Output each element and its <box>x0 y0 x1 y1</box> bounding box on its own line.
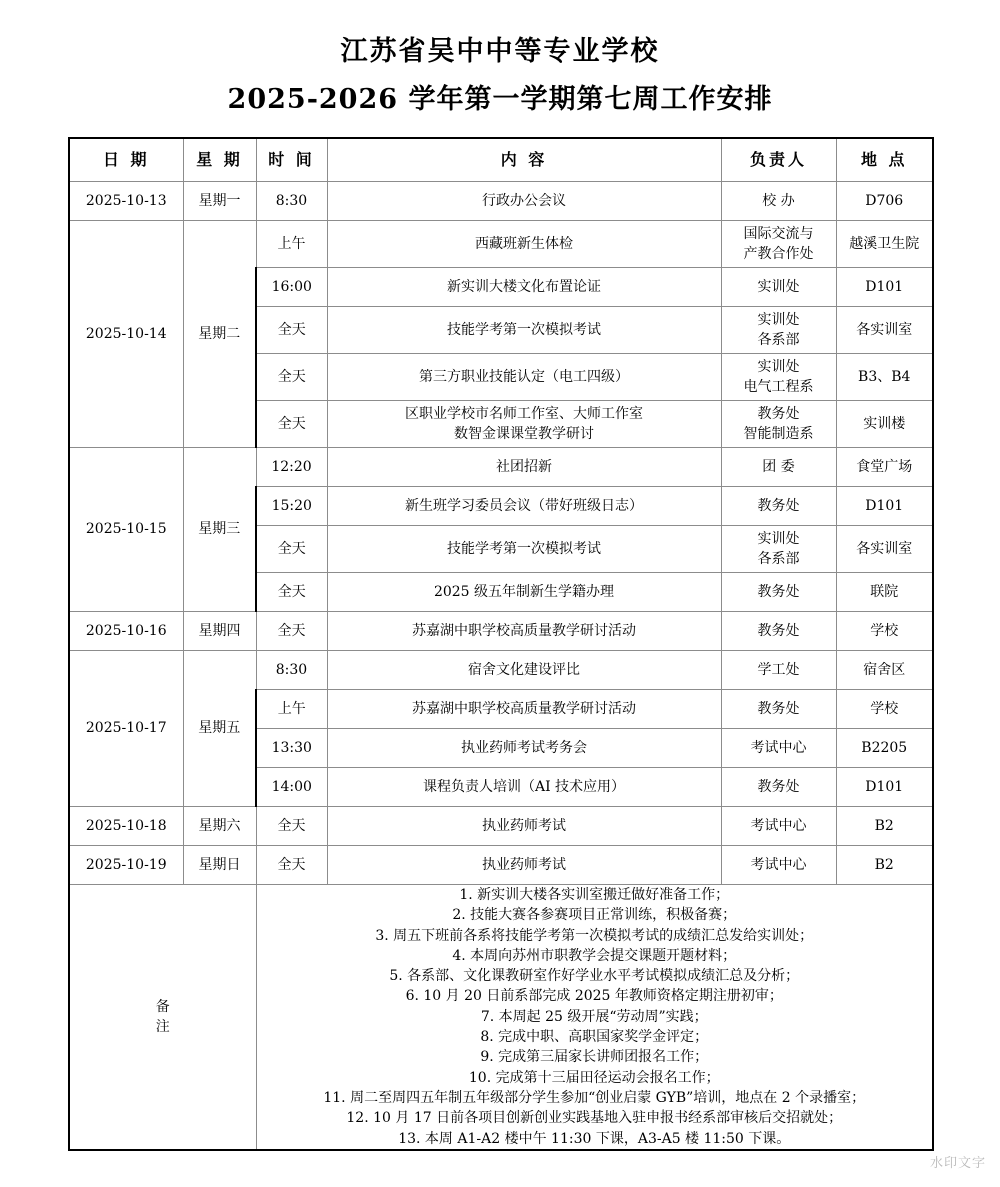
table-row <box>69 651 933 690</box>
cell-place: D101 <box>836 268 933 307</box>
cell-place: 实训楼 <box>836 401 933 448</box>
header-content: 内 容 <box>327 138 721 182</box>
cell-time: 全天 <box>256 573 327 612</box>
cell-place: D706 <box>836 182 933 221</box>
schedule-table-container <box>68 137 932 1151</box>
cell-place: D101 <box>836 487 933 526</box>
remark-item: 11. 周二至周四五年制五年级部分学生参加“创业启蒙 GYB”培训，地点在 2 个录播室； <box>323 1089 866 1106</box>
cell-time: 8:30 <box>256 651 327 690</box>
remark-item: 10. 完成第十三届田径运动会报名工作； <box>468 1069 720 1086</box>
cell-content: 社团招新 <box>327 448 721 487</box>
cell-place: B2205 <box>836 729 933 768</box>
cell-place: 越溪卫生院 <box>836 221 933 268</box>
cell-place: 学校 <box>836 690 933 729</box>
table-header <box>69 138 933 182</box>
cell-weekday: 星期三 <box>183 448 256 612</box>
cell-owner: 校 办 <box>721 182 836 221</box>
cell-content: 技能学考第一次模拟考试 <box>327 307 721 354</box>
title-block <box>0 0 1000 119</box>
table-row <box>69 448 933 487</box>
cell-date: 2025-10-16 <box>69 612 183 651</box>
cell-time: 8:30 <box>256 182 327 221</box>
cell-content: 2025 级五年制新生学籍办理 <box>327 573 721 612</box>
header-date: 日 期 <box>69 138 183 182</box>
cell-place: 各实训室 <box>836 526 933 573</box>
cell-time: 15:20 <box>256 487 327 526</box>
table-body <box>69 182 933 1150</box>
cell-owner: 教务处 <box>721 487 836 526</box>
cell-date: 2025-10-13 <box>69 182 183 221</box>
cell-owner: 教务处 <box>721 612 836 651</box>
cell-time: 全天 <box>256 354 327 401</box>
header-row <box>69 138 933 182</box>
cell-content: 宿舍文化建设评比 <box>327 651 721 690</box>
remark-item: 13. 本周 A1-A2 楼中午 11:30 下课，A3-A5 楼 11:50 下课。 <box>398 1130 791 1147</box>
cell-time: 全天 <box>256 807 327 846</box>
cell-content: 第三方职业技能认定（电工四级） <box>327 354 721 401</box>
cell-owner: 团 委 <box>721 448 836 487</box>
cell-time: 全天 <box>256 401 327 448</box>
cell-content: 执业药师考试 <box>327 807 721 846</box>
cell-time: 全天 <box>256 612 327 651</box>
cell-content: 新实训大楼文化布置论证 <box>327 268 721 307</box>
cell-owner: 实训处 各系部 <box>721 526 836 573</box>
cell-content: 苏嘉湖中职学校高质量教学研讨活动 <box>327 612 721 651</box>
table-row <box>69 612 933 651</box>
remark-item: 2. 技能大赛各参赛项目正常训练，积极备赛； <box>452 907 737 924</box>
cell-place: B3、B4 <box>836 354 933 401</box>
cell-time: 全天 <box>256 526 327 573</box>
table-row <box>69 846 933 885</box>
schedule-table <box>68 137 934 1151</box>
cell-place: 宿舍区 <box>836 651 933 690</box>
cell-owner: 实训处 <box>721 268 836 307</box>
header-owner: 负责人 <box>721 138 836 182</box>
cell-owner: 教务处 <box>721 690 836 729</box>
remark-item: 8. 完成中职、高职国家奖学金评定； <box>480 1029 709 1046</box>
cell-weekday: 星期五 <box>183 651 256 807</box>
cell-owner: 学工处 <box>721 651 836 690</box>
remark-item: 5. 各系部、文化课教研室作好学业水平考试模拟成绩汇总及分析； <box>389 968 800 985</box>
header-time: 时 间 <box>256 138 327 182</box>
cell-content: 执业药师考试 <box>327 846 721 885</box>
cell-place: 联院 <box>836 573 933 612</box>
cell-weekday: 星期六 <box>183 807 256 846</box>
cell-weekday: 星期一 <box>183 182 256 221</box>
cell-content: 执业药师考试考务会 <box>327 729 721 768</box>
cell-date: 2025-10-17 <box>69 651 183 807</box>
cell-date: 2025-10-19 <box>69 846 183 885</box>
cell-place: 各实训室 <box>836 307 933 354</box>
cell-time: 13:30 <box>256 729 327 768</box>
cell-content: 西藏班新生体检 <box>327 221 721 268</box>
cell-content: 新生班学习委员会议（带好班级日志） <box>327 487 721 526</box>
table-row <box>69 182 933 221</box>
cell-owner: 考试中心 <box>721 807 836 846</box>
cell-date: 2025-10-18 <box>69 807 183 846</box>
cell-owner: 实训处 各系部 <box>721 307 836 354</box>
cell-time: 14:00 <box>256 768 327 807</box>
cell-place: 学校 <box>836 612 933 651</box>
cell-date: 2025-10-15 <box>69 448 183 612</box>
cell-weekday: 星期日 <box>183 846 256 885</box>
remark-item: 4. 本周向苏州市职教学会提交课题开题材料； <box>452 947 737 964</box>
cell-content: 课程负责人培训（AI 技术应用） <box>327 768 721 807</box>
cell-owner: 教务处 <box>721 768 836 807</box>
cell-time: 全天 <box>256 846 327 885</box>
cell-weekday: 星期二 <box>183 221 256 448</box>
cell-owner: 考试中心 <box>721 729 836 768</box>
cell-owner: 实训处 电气工程系 <box>721 354 836 401</box>
cell-owner: 教务处 <box>721 573 836 612</box>
cell-content: 技能学考第一次模拟考试 <box>327 526 721 573</box>
remark-item: 7. 本周起 25 级开展“劳动周”实践； <box>480 1008 708 1025</box>
table-row <box>69 807 933 846</box>
watermark: 水印文字 <box>929 1156 986 1171</box>
remark-item: 12. 10 月 17 日前各项目创新创业实践基地入驻申报书经系部审核后交招就处； <box>346 1110 843 1127</box>
cell-owner: 国际交流与 产教合作处 <box>721 221 836 268</box>
cell-date: 2025-10-14 <box>69 221 183 448</box>
cell-owner: 考试中心 <box>721 846 836 885</box>
cell-weekday: 星期四 <box>183 612 256 651</box>
header-weekday: 星 期 <box>183 138 256 182</box>
cell-time: 全天 <box>256 307 327 354</box>
cell-content: 区职业学校市名师工作室、大师工作室 数智金课课堂教学研讨 <box>327 401 721 448</box>
remark-item: 3. 周五下班前各系将技能学考第一次模拟考试的成绩汇总发给实训处； <box>375 927 814 944</box>
cell-owner: 教务处 智能制造系 <box>721 401 836 448</box>
remarks-row <box>69 885 933 1150</box>
remarks-body <box>256 885 933 1150</box>
remark-item: 6. 10 月 20 日前系部完成 2025 年教师资格定期注册初审； <box>405 988 783 1005</box>
header-place: 地 点 <box>836 138 933 182</box>
page-subtitle: 2025-2026 学年第一学期第七周工作安排 <box>227 84 773 116</box>
cell-place: B2 <box>836 846 933 885</box>
cell-time: 上午 <box>256 690 327 729</box>
cell-content: 苏嘉湖中职学校高质量教学研讨活动 <box>327 690 721 729</box>
cell-time: 12:20 <box>256 448 327 487</box>
table-row <box>69 221 933 268</box>
cell-time: 上午 <box>256 221 327 268</box>
page-title: 江苏省吴中中等专业学校 <box>340 36 660 67</box>
cell-content: 行政办公会议 <box>327 182 721 221</box>
cell-place: D101 <box>836 768 933 807</box>
remark-item: 1. 新实训大楼各实训室搬迁做好准备工作； <box>459 887 730 903</box>
remark-item: 9. 完成第三届家长讲师团报名工作； <box>480 1049 709 1066</box>
cell-place: B2 <box>836 807 933 846</box>
cell-place: 食堂广场 <box>836 448 933 487</box>
remarks-label: 备 注 <box>69 885 256 1150</box>
cell-time: 16:00 <box>256 268 327 307</box>
